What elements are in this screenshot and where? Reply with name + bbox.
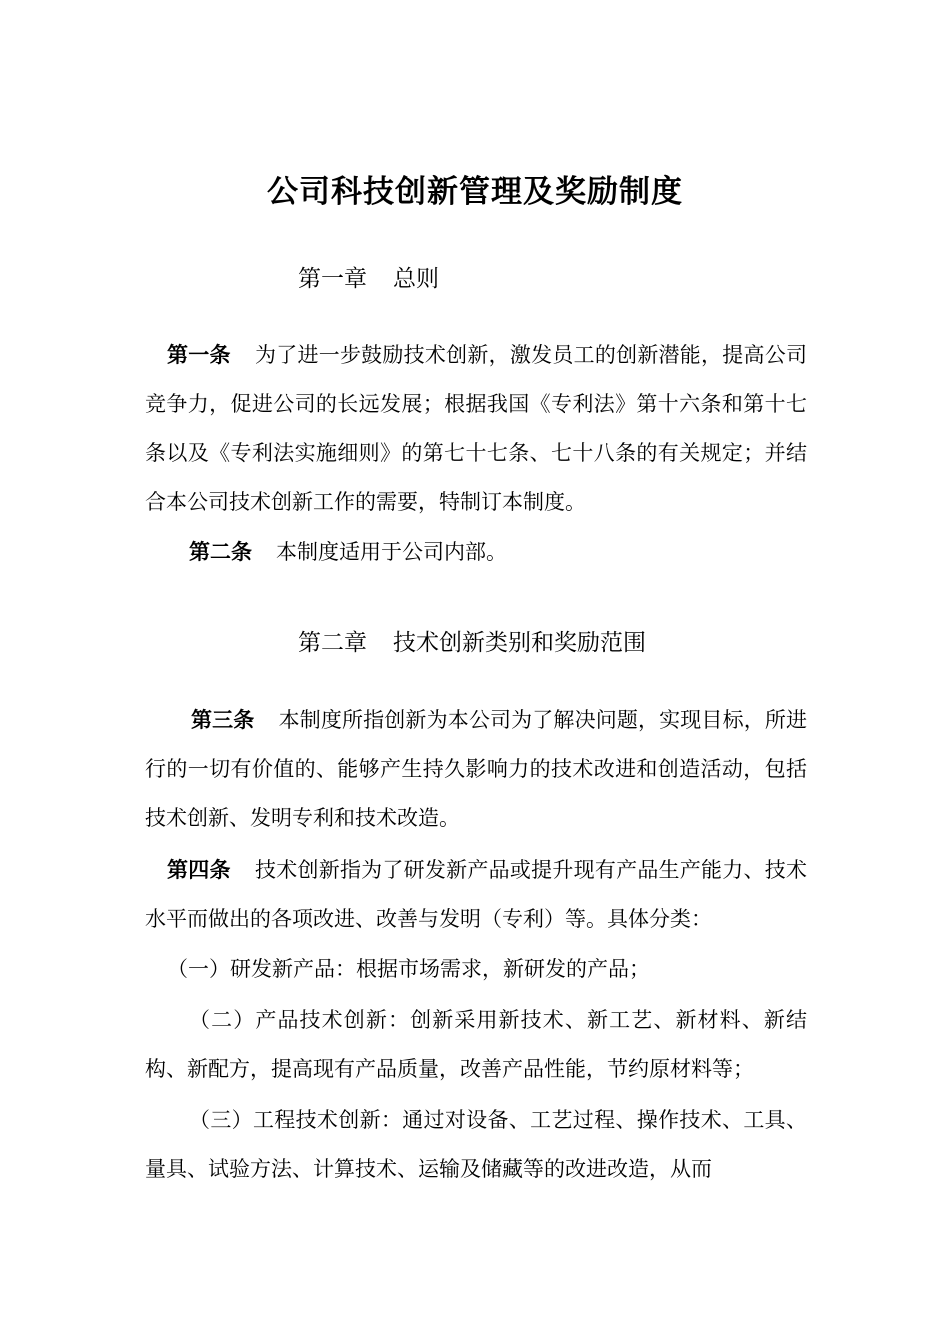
article-4 (145, 846, 807, 944)
article-label: 第二条 (189, 540, 252, 564)
article-label: 第三条 (191, 708, 255, 732)
article-text: 本制度所指创新为本公司为了解决问题，实现目标，所进行的一切有价值的、能够产生持久影响力的技术改进和创造活动，包括技术创新、发明专利和技术改造。 (145, 708, 808, 830)
list-item-1: （一）研发新产品：根据市场需求，新研发的产品； (167, 957, 650, 981)
article-text: 技术创新指为了研发新产品或提升现有产品生产能力、技术水平而做出的各项改进、改善与发明（专利）等。具体分类： (145, 858, 808, 931)
article-text: 本制度适用于公司内部。 (276, 540, 507, 564)
list-item-2: （二）产品技术创新：创新采用新技术、新工艺、新材料、新结构、新配方，提高现有产品质量，改善产品性能，节约原材料等； (145, 1008, 807, 1081)
document-title: 公司科技创新管理及奖励制度 (267, 174, 683, 210)
chapter-number: 第一章 (298, 266, 367, 292)
article-2 (145, 528, 807, 577)
chapter-heading-2 (298, 626, 646, 660)
chapter-name: 总则 (393, 266, 439, 292)
article-1 (145, 331, 807, 527)
article-text: 为了进一步鼓励技术创新，激发员工的创新潜能，提高公司竞争力，促进公司的长远发展；根据我国《专利法》第十六条和第十七条以及《专利法实施细则》的第七十七条、七十八条的有关规定；并结合本公司技术创新工作的需要，特制订本制度。 (145, 343, 808, 514)
list-item-3: （三）工程技术创新：通过对设备、工艺过程、操作技术、工具、量具、试验方法、计算技术、运输及储藏等的改进改造，从而 (145, 1108, 807, 1181)
chapter-heading-1 (298, 262, 439, 296)
article-label: 第四条 (167, 858, 231, 882)
article-label: 第一条 (167, 343, 231, 367)
chapter-number: 第二章 (298, 630, 367, 656)
chapter-name: 技术创新类别和奖励范围 (393, 630, 646, 656)
article-3 (145, 696, 807, 843)
